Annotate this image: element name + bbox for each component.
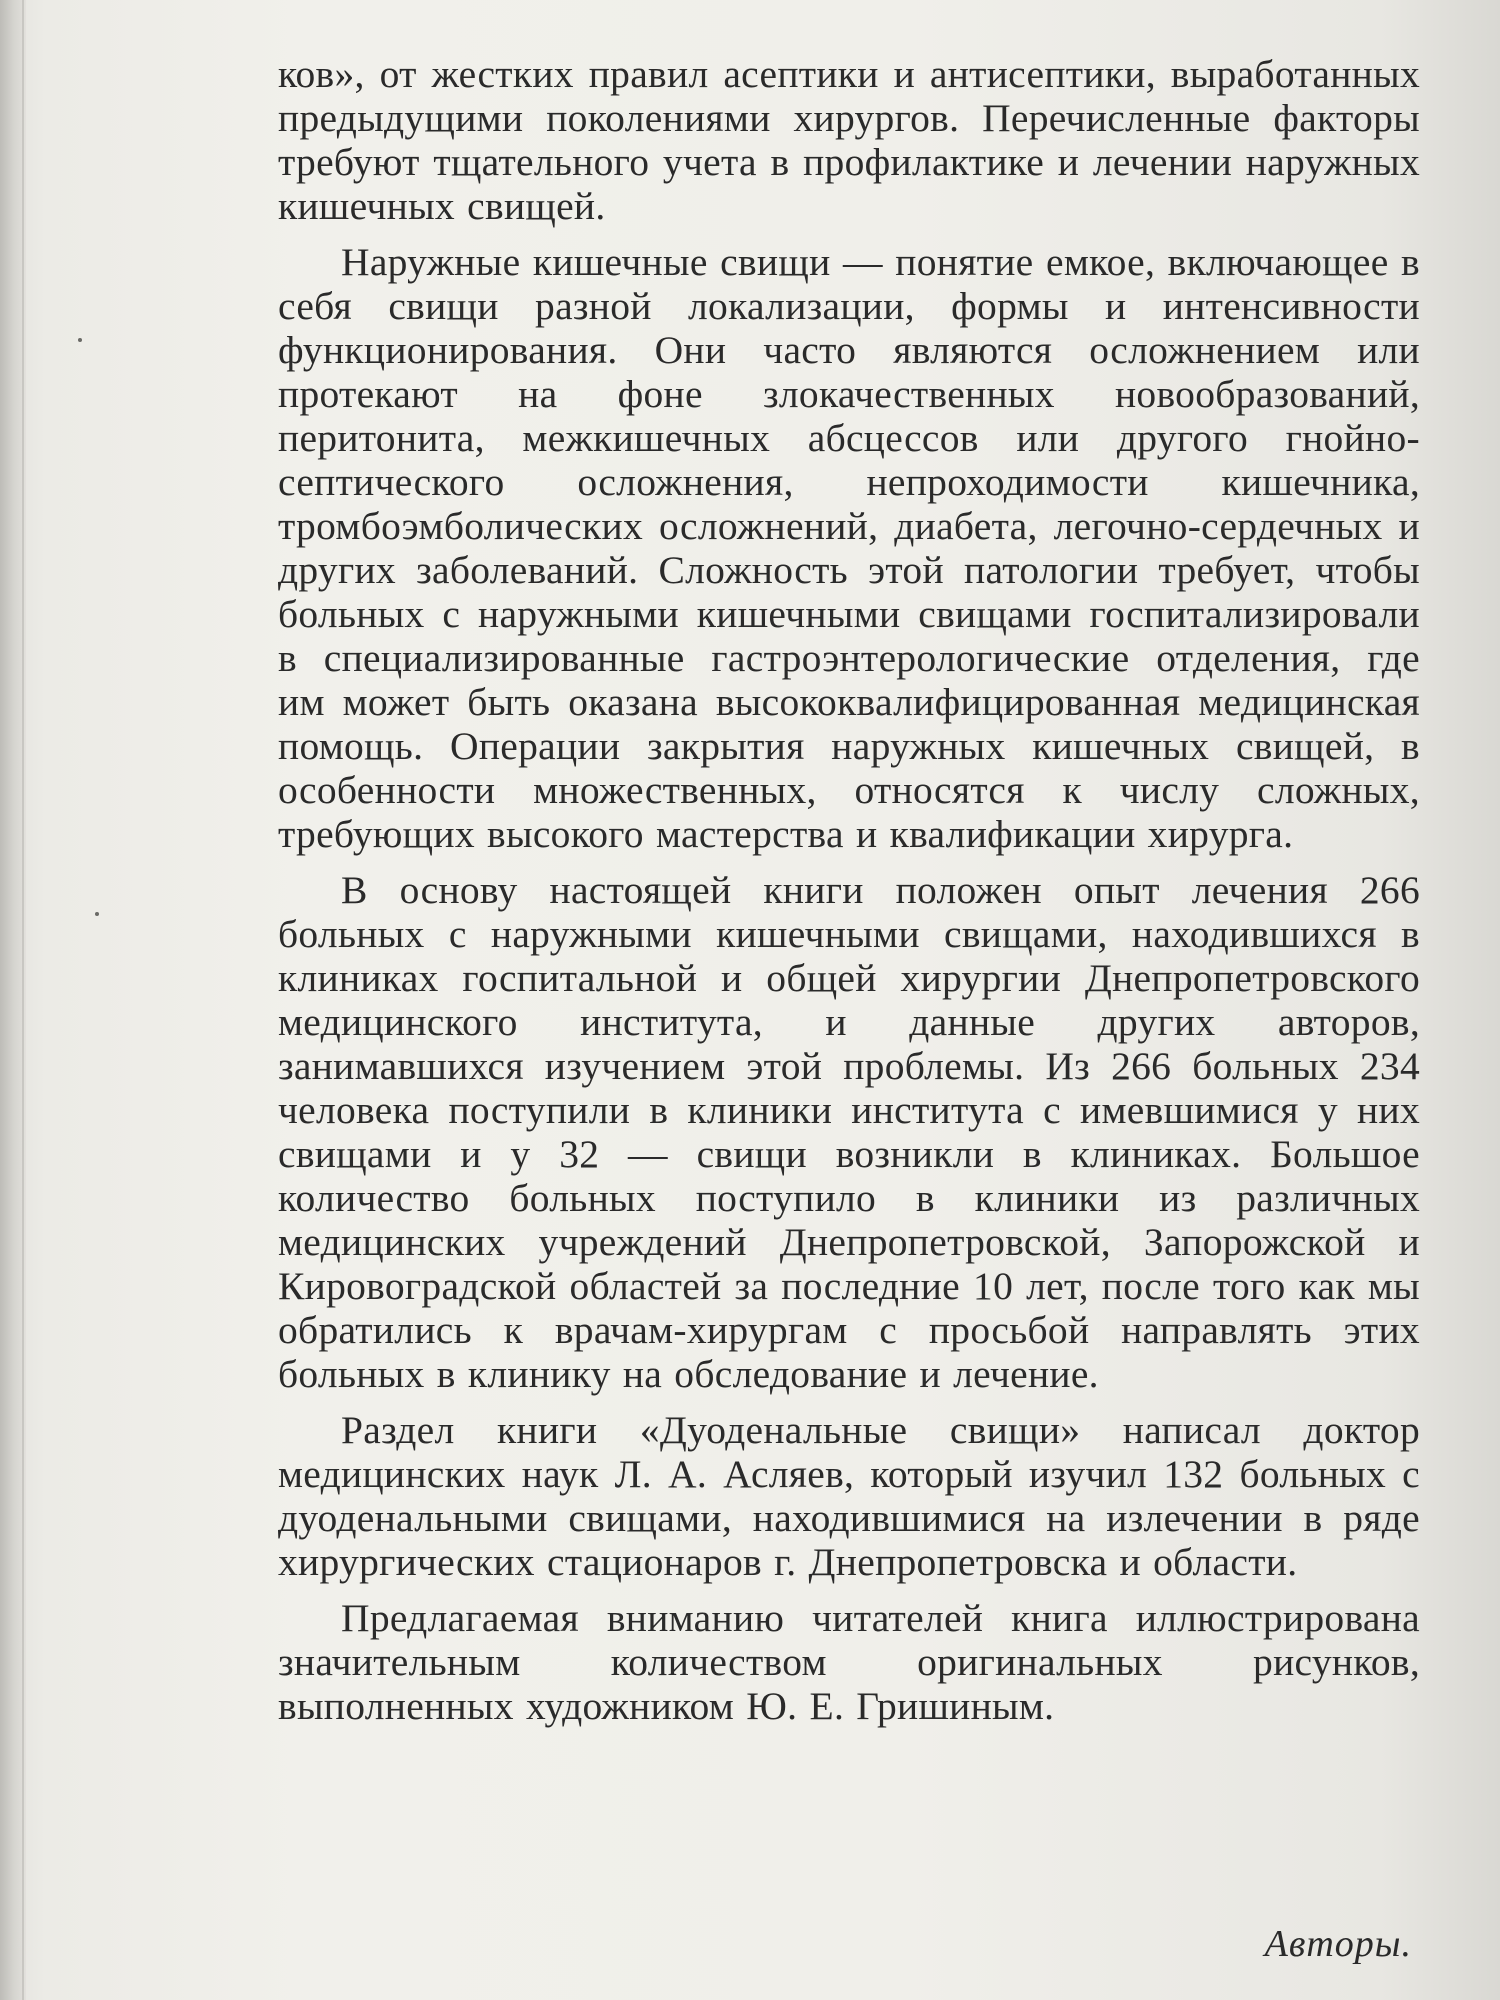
body-text (278, 52, 1420, 1728)
paper-speck (78, 338, 82, 342)
paragraph-continuation: ков», от жестких правил асептики и антисептики, выработанных предыдущими поколениями хирургов. Перечисленные факторы требуют тщательного учета в профилактике и лечении наружных кишечных свищей. (278, 52, 1420, 228)
page-edge-line (22, 0, 24, 2000)
paragraph-fistula-definition: Наружные кишечные свищи — понятие емкое, включающее в себя свищи разной локализации, формы и интенсивности функционирования. Они часто являются осложнением или протекают на фоне злокачественных новообразований, перитонита, межкишечных абсцессов или другого гнойно-септического осложнения, непроходимости кишечника, тромбоэмболических осложнений, диабета, легочно-сердечных и других заболеваний. Сложность этой патологии требует, чтобы больных с наружными кишечными свищами госпитализировали в специализированные гастроэнтерологические отделения, где им может быть оказана высококвалифицированная медицинская помощь. Операции закрытия наружных кишечных свищей, в особенности множественных, относятся к числу сложных, требующих высокого мастерства и квалификации хирурга. (278, 240, 1420, 856)
authors-signature: Авторы. (1264, 1923, 1412, 1965)
paragraph-duodenal-section: Раздел книги «Дуоденальные свищи» написал доктор медицинских наук Л. А. Асляев, который изучил 132 больных с дуоденальными свищами, находившимися на излечении в ряде хирургических стационаров г. Днепропетровска и области. (278, 1408, 1420, 1584)
paper-speck (95, 912, 99, 916)
paragraph-book-basis: В основу настоящей книги положен опыт лечения 266 больных с наружными кишечными свищами, находившихся в клиниках госпитальной и общей хирургии Днепропетровского медицинского института, и данные других авторов, занимавшихся изучением этой проблемы. Из 266 больных 234 человека поступили в клиники института с имевшимися у них свищами и у 32 — свищи возникли в клиниках. Большое количество больных поступило в клиники из различных медицинских учреждений Днепропетровской, Запорожской и Кировоградской областей за последние 10 лет, после того как мы обратились к врачам-хирургам с просьбой направлять этих больных в клинику на обследование и лечение. (278, 868, 1420, 1396)
paragraph-illustrations: Предлагаемая вниманию читателей книга иллюстрирована значительным количеством оригинальных рисунков, выполненных художником Ю. Е. Гришиным. (278, 1596, 1420, 1728)
